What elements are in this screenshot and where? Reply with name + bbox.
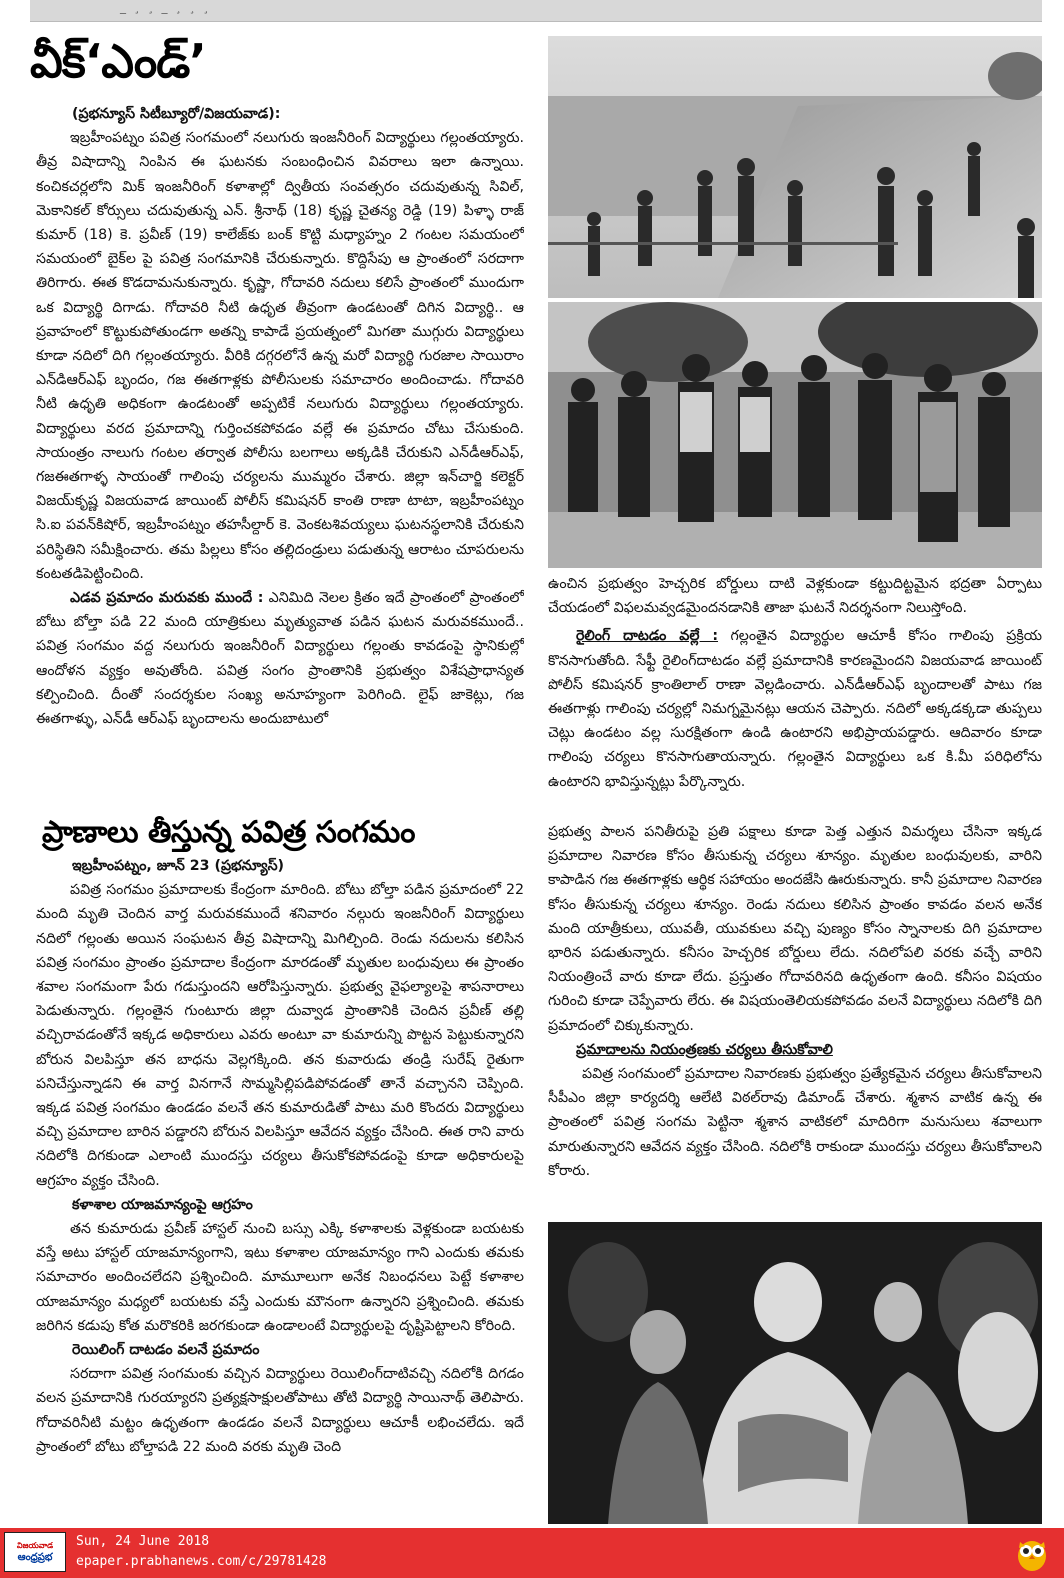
story1-lead-paragraph — [36, 586, 524, 731]
story2-paragraph-2: తన కుమారుడు ప్రవీణ్ హాస్టల్ నుంచి బస్సు ఎక్కి కళాశాలకు వెళ్లకుండా బయటకు వస్తే అటు హాస్టల్ యాజమాన్యంగాని, ఇటు కళాశాల యాజమాన్యం గాని ఎందుకు తమకు సమాచారం అందించలేదని ప్రశ్నించింది. మామూలుగా అనేక నిబంధనలు పెట్టే కళాశాల యాజమాన్యం మధ్యలో బయటకు వస్తే ఎందుకు మౌనంగా ఉన్నారని ప్రశ్నించింది. తమకు జరిగిన కడుపు కోత మరొకరికి జరగకుండా ఉండాలంటే విద్యార్థులపై దృష్టిపెట్టాలని కోరింది. — [36, 1221, 524, 1334]
story1-lead-heading: ఎడవ ప్రమాదం మరువకు ముందే : — [70, 590, 264, 607]
story2-subhead-railing: రెయిలింగ్ దాటడం వలనే ప్రమాదం — [72, 1342, 260, 1359]
story2-right-paragraph-1: ప్రభుత్వ పాలన పనితీరుపై ప్రతి పక్షాలు కూడా పెత్త ఎత్తున విమర్శలు చేసినా ఇక్కడ ప్రమాదాల నివారణ కోసం తీసుకున్న చర్యలు శూన్యం. మృతుల బంధువులకు, వారిని కాపాడిన గజ ఈతగాళ్లకు ఆర్థిక సహాయం అందజేసి ఊరుకున్నారు. కానీ ప్రమాదాల నివారణ కోసం తీసుకున్న చర్యలు శూన్యం. రెండు నదులు కలిసిన ప్రాంతం కావడం వలన అనేక మంది యాత్రీకులు, యువతీ, యువకులు వచ్చి పుణ్యం కోసం స్నానాలకు దిగి ప్రమాదాల భారిన పడుతున్నారు. కనీసం హెచ్చరిక బోర్డులు లేదు. నదిలోపలి వరకు వచ్చే వారిని నియంత్రించే వారు కూడా లేదు. ప్రస్తుతం గోదావరినది ఉధృతంగా ఉంది. కనీసం విషయం గురించి కూడా చెప్పేవారు లేరు. ఈ విషయంతెలియకపోవడం వలనే విద్యార్థులు నదిలోకి దిగి ప్రమాదంలో చిక్కుకున్నారు. — [548, 824, 1042, 1034]
story1-paragraph: ఇబ్రహీంపట్నం పవిత్ర సంగమంలో నలుగురు ఇంజనీరింగ్ విద్యార్థులు గల్లంతయ్యారు. తీవ్ర విషాదాన్ని నింపిన ఈ ఘటనకు సంబంధించిన వివరాలు ఇలా ఉన్నాయి. కంచికచర్లలోని మిక్ ఇంజనీరింగ్ కళాశాల్లో ద్వితీయ సంవత్సరం చదువుతున్న సివిల్, మెకానికల్ కోర్సులు చదువుతున్న ఎన్. శ్రీనాథ్ (18) కృష్ణ చైతన్య రెడ్డి (19) పిళ్ళా రాజ్ కుమార్ (18) కె. ప్రవీణ్ (19) కాలేజ్‌కు బంక్ కొట్టి మధ్యాహ్నం 2 గంటల సమయంలో సమయంలో బైక్‌ల పై పవిత్ర సంగమానికి చేరుకున్నారు. కొద్దిసేపు ఆ ప్రాంతంలో సరదాగా తిరిగారు. ఈత కొడదామనుకున్నారు. కృష్ణా, గోదావరి నదులు కలిసే ప్రాంతంలో ముందుగా ఒక విద్యార్థి దిగాడు. గోదావరి నీటి ఉధృత తీవ్రంగా ఉండటంతో దిగిన విద్యార్థి.. ఆ ప్రవాహంలో కొట్టుకుపోతుండగా అతన్ని కాపాడే ప్రయత్నంలో మిగతా ముగ్గురు విద్యార్థులు కూడా నదిలో దిగి గల్లంతయ్యారు. వీరికి దగ్గరలోనే ఉన్న మరో విద్యార్థి గురజాల సాయిరాం ఎన్‌డిఆర్ఎఫ్ బృందం, గజ ఈతగాళ్లకు పోలీసులకు సమాచారం అందించాడు. గోదావరి నీటి ఉధృతి అధికంగా ఉండటంతో అప్పటికే నలుగురు విద్యార్థులు గల్లంతయ్యారు. విద్యార్థులు వరద ప్రమాదాన్ని గుర్తించకపోవడం వల్లే ఈ ప్రమాదం చోటు చేసుకుంది. సాయంత్రం నాలుగు గంటల తర్వాత పోలీసు బలగాలు అక్కడికి చేరుకుని ఎన్‌డీఆర్ఎఫ్, గజఈతగాళ్ళ సాయంతో గాలింపు చర్యలను ముమ్మరం చేశారు. జిల్లా ఇన్‌చార్జి కలెక్టర్ విజయ్‌కృష్ణ విజయవాడ జాయింట్ పోలీస్ కమిషనర్ కాంతి రాణా టాటా, ఇబ్రహీంపట్నం సి.ఐ పవన్‌కిషోర్, ఇబ్రహీంపట్నం తహసీల్దార్ కె. వెంకటశివయ్యలు ఘటనస్థలానికి చేరుకుని పరిస్థితిని సమీక్షించారు. తమ పిల్లలు కోసం తల్లిదండ్రులు పడుతున్న ఆరాటం చూపరులను కంటతడిపెట్టించింది. — [36, 130, 524, 582]
photo-caption: ఉంచిన ప్రభుత్వం హెచ్చరిక బోర్డులు దాటి వెళ్లకుండా కట్టుదిట్టమైన భద్రతా ఏర్పాటు చేయడంలో విఫలమవ్వడమైందనడానికి తాజా ఘటనే నిదర్శనంగా నిలుస్తోంది. — [548, 576, 1042, 617]
story2-right-subhead: ప్రమాదాలను నియంత్రణకు చర్యలు తీసుకోవాలి — [576, 1041, 833, 1058]
story1-dateline: (ప్రభన్యూస్ సిటీబ్యూరో/విజయవాడ): — [72, 106, 281, 122]
photo-grieving-mother — [548, 1222, 1042, 1524]
logo-name: ఆంధ్రప్రభ — [17, 1551, 53, 1563]
footer-bar — [0, 1528, 1064, 1578]
headline-weekend: వీక్‘ఎండ్’ — [30, 34, 206, 88]
photo-caption-block — [548, 572, 1042, 794]
headline-sangamam: ప్రాణాలు తీస్తున్న పవిత్ర సంగమం — [42, 815, 415, 850]
photo-river-bank — [548, 36, 1042, 298]
story2-subhead-college: కళాశాల యాజమాన్యంపై ఆగ్రహం — [72, 1196, 253, 1213]
story1-column — [36, 102, 524, 792]
publication-logo[interactable] — [4, 1532, 66, 1572]
story2-column — [36, 854, 524, 1526]
footer-info — [76, 1532, 326, 1572]
masthead-strip-text: _ ¸ ¸ _ ¸ ¸ ¸ — [120, 0, 211, 14]
story2-right-column — [548, 820, 1042, 1212]
story2-paragraph-3: సరదాగా పవిత్ర సంగమంకు వచ్చిన విద్యార్థులు రెయిలింగ్‌దాటివచ్చి నదిలోకి దిగడం వలన ప్రమాదానికి గురయ్యారని ప్రత్యక్షసాక్షులతోపాటు తోటి విద్యార్థి సాయినాథ్ తెలిపారు. గోదావరినీటి మట్టం ఉధృతంగా ఉండడం వలనే విద్యార్థులు ఆచూకీ లభించలేదు. ఇదే ప్రాంతంలో బోటు బోల్తాపడి 22 మంది వరకు మృతి చెంది — [36, 1366, 524, 1455]
story2-right-paragraph-2: పవిత్ర సంగమంలో ప్రమాదాల నివారణకు ప్రభుత్వం ప్రత్యేకమైన చర్యలు తీసుకోవాలని సీపీఎం జిల్లా కార్యదర్శి ఆలేటి విఠల్‌రావు డిమాండ్ చేశారు. శ్మశాన వాటిక ఉన్న ఈ ప్రాంతంలో పవిత్ర సంగమ పెట్టినా శ్మశాన వాటికలో మాదిరిగా మనుసులు శవాలుగా మారుతున్నారని ఆవేదన వ్యక్తం చేసింది. నదిలోకి రాకుండా ముందస్తు చర్యలు తీసుకోవాలని కోరారు. — [548, 1066, 1042, 1179]
owl-mascot-icon — [1016, 1534, 1048, 1572]
footer-url[interactable]: epaper.prabhanews.com/c/29781428 — [76, 1554, 327, 1569]
masthead-strip — [30, 0, 1042, 22]
footer-date: Sun, 24 June 2018 — [76, 1534, 210, 1549]
story2-dateline: ఇబ్రహీంపట్నం, జూన్ 23 (ప్రభన్యూస్) — [72, 858, 285, 874]
railing-heading: రైలింగ్ దాటడం వల్లే : — [576, 628, 719, 645]
railing-paragraph: గల్లంతైన విద్యార్థుల ఆచూకీ కోసం గాలింపు ప్రక్రియ కొనసాగుతోంది. సేఫ్టీ రైలింగ్‌దాటడం వల్లే ప్రమాదానికి కారణమైందని విజయవాడ జాయింట్ పోలీస్ కమిషనర్ క్రాంతిలాల్ రాణా వెల్లడించారు. ఎన్‌డీఆర్ఎఫ్ బృందాలతో పాటు గజ ఈతగాళ్లు గాలింపు చర్యల్లో నిమగ్నమైనట్లు ఆయన చెప్పారు. నదిలో అక్కడక్కడా తుప్పలు చెట్లు ఉండటం వల్ల సురక్షితంగా ఉండి ఉంటారని అభిప్రాయపడ్డారు. ఆదివారం కూడా గాలింపు చర్యలు కొనసాగుతాయన్నారు. గల్లంతైన విద్యార్థులు ఒక కి.మీ పరిధిలోను ఉంటారని భావిస్తున్నట్లు పేర్కొన్నారు. — [548, 628, 1042, 790]
story2-paragraph-1: పవిత్ర సంగమం ప్రమాదాలకు కేంద్రంగా మారింది. బోటు బోల్తా పడిన ప్రమాదంలో 22 మంది మృతి చెందిన వార్త మరువకముందే శనివారం నల్గురు ఇంజనీరింగ్ విద్యార్థులు నదిలో గల్లంతు అయిన సంఘటన తీవ్ర విషాదాన్ని మిగిల్చింది. రెండు నదులను కలిసిన పవిత్ర సంగమం ప్రాంతం ప్రమాదాల కేంద్రంగా మారడంతో మృతుల బంధువులు ఈ ప్రాంతం శవాల సంగమంగా పేరు గడుస్తుందని ఆరోపిస్తున్నారు. ప్రభుత్వ వైఫల్యాలపై శాపనారాలు పెడుతున్నారు. గల్లంతైన గుంటూరు జిల్లా దువ్వాడ ప్రాంతానికి చెందిన ప్రవీణ్ తల్లి వచ్చిరావడంతోనే ఇక్కడ అధికారులు ఎవరు అంటూ వా కుమారున్ని పొట్టన పెట్టుకున్నారని బోరున విలపిస్తూ తన బాధను వెల్లగక్కింది. తన కువారుడు తండ్రి సురేష్ రైతుగా పనిచేస్తున్నాడని ఈ వార్త వినగానే సొమ్మసిల్లిపడిపోవడంతో తానే వచ్చానని చెప్పింది. ఇక్కడ పవిత్ర సంగమం ఉండడం వలనే తన కుమారుడితో పాటు మరి కొందరు విద్యార్థులు వచ్చి ప్రమాదాల బారిన పడ్డారని బోరున విలపిస్తూ ఆవేదన వ్యక్తం చేసింది. ఈత రాని వారు నదిలోకి దిగకుండా ఎలాంటి ముందస్తు చర్యలు తీసుకోకపోవడంపై కూడా అధికారులపై ఆగ్రహం వ్యక్తం చేసింది. — [36, 882, 524, 1189]
logo-edition: విజయవాడ — [16, 1540, 54, 1550]
photo-officials-crowd — [548, 302, 1042, 568]
railing-section — [548, 624, 1042, 793]
story1-lead-text: ఎనిమిది నెలల క్రితం ఇదే ప్రాంతంలో ప్రాంతంలో బోటు బోల్తా పడి 22 మంది యాత్రికులు మృత్యువాత పడిన ఘటన మరువకముందే.. పవిత్ర సంగమం వద్ద నలుగురు ఇంజనీరింగ్ విద్యార్థులు గల్లంతు కావడంపై స్థానికుల్లో ఆందోళన వ్యక్తం అవుతోంది. పవిత్ర సంగం ప్రాంతానికి ప్రభుత్వం విశేషప్రాధాన్యత కల్పించింది. దీంతో సందర్శకుల సంఖ్య అనూహ్యంగా పెరిగింది. లైఫ్ జాకెట్లు, గజ ఈతగాళ్ళు, ఎన్‌డీ ఆర్ఎఫ్ బృందాలను అందుబాటులో — [36, 590, 524, 728]
